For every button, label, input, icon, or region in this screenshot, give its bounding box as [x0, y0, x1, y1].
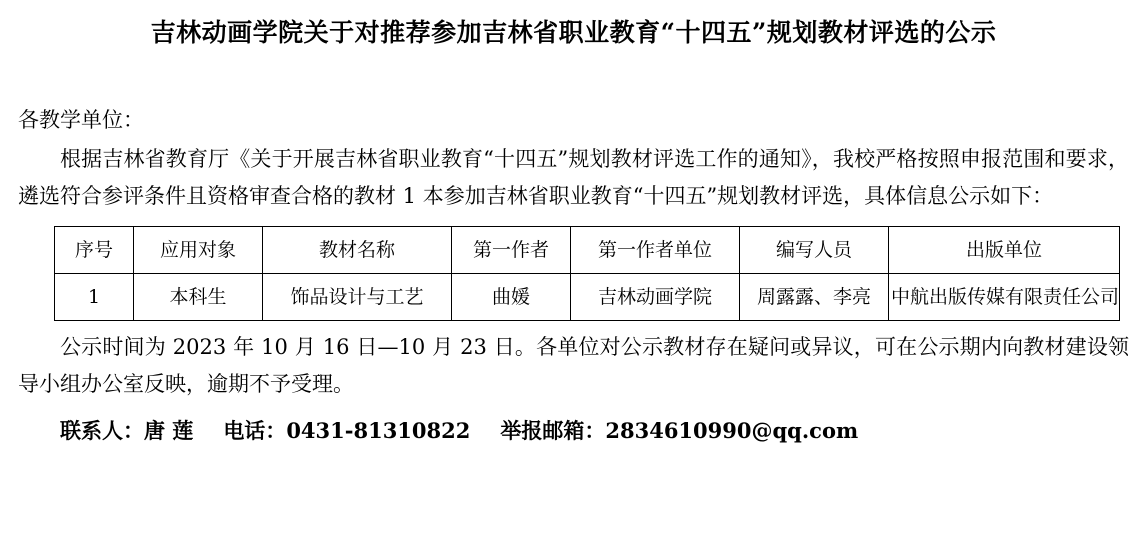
- contact-email-value: 2834610990@qq.com: [605, 417, 859, 443]
- paragraph-intro: 根据吉林省教育厅《关于开展吉林省职业教育“十四五”规划教材评选工作的通知》，我校严格按照申报范围和要求，遴选符合参评条件且资格审查合格的教材 1 本参加吉林省职业教育“十四五”规划教材评选，具体信息公示如下：: [18, 147, 1129, 209]
- table-cell-first-author-unit: 吉林动画学院: [571, 273, 740, 320]
- contact-person-value: 唐 莲: [144, 417, 194, 443]
- page-title: 吉林动画学院关于对推荐参加吉林省职业教育“十四五”规划教材评选的公示: [150, 18, 997, 47]
- table-header-cell: 教材名称: [263, 226, 452, 273]
- table-header-cell: 编写人员: [740, 226, 889, 273]
- salutation: 各教学单位：: [18, 107, 144, 132]
- table-header-cell: 序号: [55, 226, 134, 273]
- table-header-cell: 第一作者单位: [571, 226, 740, 273]
- contact-phone-value: 0431-81310822: [286, 417, 471, 443]
- table-header-cell: 出版单位: [889, 226, 1120, 273]
- contact-email-label: 举报邮箱：: [500, 417, 606, 443]
- textbook-table-wrapper: [54, 226, 1120, 321]
- document-page: [0, 14, 1147, 539]
- contact-phone-label: 电话：: [223, 417, 287, 443]
- textbook-table: [54, 226, 1120, 321]
- contact-line: [18, 414, 1129, 449]
- paragraph-notice: 公示时间为 2023 年 10 月 16 日—10 月 23 日。各单位对公示教材存在疑问或异议，可在公示期内向教材建设领导小组办公室反映，逾期不予受理。: [18, 334, 1129, 397]
- table-header-cell: 第一作者: [452, 226, 571, 273]
- table-row: [55, 273, 1120, 320]
- table-cell-first-author: 曲媛: [452, 273, 571, 320]
- contact-person-label: 联系人：: [60, 417, 144, 443]
- table-header-cell: 应用对象: [134, 226, 263, 273]
- table-cell-index: 1: [55, 273, 134, 320]
- table-cell-writers: 周露露、李亮: [740, 273, 889, 320]
- table-cell-publisher: 中航出版传媒有限责任公司: [889, 273, 1120, 320]
- table-header-row: [55, 226, 1120, 273]
- table-cell-textbook-name: 饰品设计与工艺: [263, 273, 452, 320]
- table-cell-audience: 本科生: [134, 273, 263, 320]
